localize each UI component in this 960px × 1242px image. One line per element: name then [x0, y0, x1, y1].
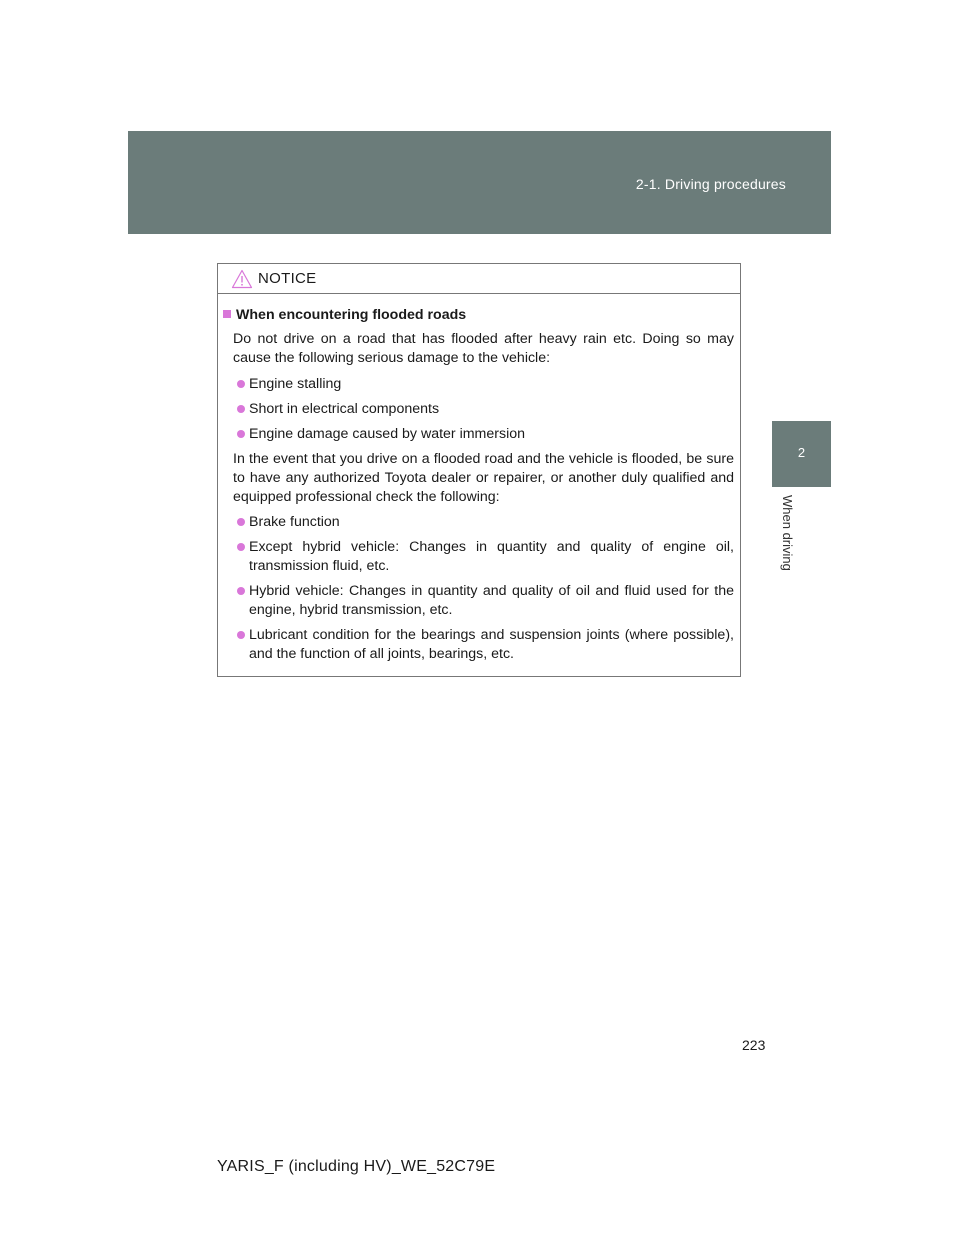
list-item-text: Hybrid vehicle: Changes in quantity and quality of oil and fluid used for the engine, hybrid transmission, etc. — [249, 583, 734, 618]
list-item — [237, 425, 734, 444]
bullet-dot-icon — [237, 587, 245, 595]
bullet-dot-icon — [237, 518, 245, 526]
section-heading — [223, 306, 466, 325]
list-item-text: Brake function — [249, 514, 340, 530]
list-item-text: Engine damage caused by water immersion — [249, 426, 526, 442]
chapter-label-text: When driving — [780, 495, 795, 571]
list-item — [237, 513, 734, 532]
notice-box — [217, 263, 741, 677]
list-item — [237, 400, 734, 419]
section-title: 2-1. Driving procedures — [635, 176, 786, 192]
list-item — [237, 538, 734, 576]
list-item-text: Engine stalling — [249, 376, 342, 392]
check-paragraph: In the event that you drive on a flooded road and the vehicle is flooded, be sure to have any authorized Toyota dealer or repairer, or another duly qualified and equipped professional check the following: — [233, 451, 734, 505]
square-bullet-icon — [223, 310, 231, 318]
bullet-dot-icon — [237, 430, 245, 438]
header-band — [128, 131, 831, 234]
bullet-dot-icon — [237, 380, 245, 388]
list-item — [237, 375, 734, 394]
intro-paragraph: Do not drive on a road that has flooded after heavy rain etc. Doing so may cause the following serious damage to the vehicle: — [233, 331, 734, 366]
document-id: YARIS_F (including HV)_WE_52C79E — [217, 1158, 496, 1175]
bullet-dot-icon — [237, 405, 245, 413]
chapter-number: 2 — [797, 445, 806, 460]
list-item-text: Short in electrical components — [249, 401, 440, 417]
list-item — [237, 626, 734, 664]
page-number: 223 — [742, 1037, 766, 1053]
chapter-label — [773, 495, 803, 615]
section-heading-text: When encountering flooded roads — [236, 307, 467, 323]
chapter-tab — [772, 421, 831, 487]
notice-header — [218, 264, 740, 294]
list-item-text: Except hybrid vehicle: Changes in quantity and quality of engine oil, transmission fluid, etc. — [249, 539, 734, 574]
list-item-text: Lubricant condition for the bearings and suspension joints (where possible), and the function of all joints, bearings, etc. — [249, 627, 734, 662]
list-item — [237, 582, 734, 620]
bullet-dot-icon — [237, 543, 245, 551]
warning-triangle-icon — [231, 269, 253, 289]
bullet-dot-icon — [237, 631, 245, 639]
notice-label: NOTICE — [258, 270, 317, 287]
